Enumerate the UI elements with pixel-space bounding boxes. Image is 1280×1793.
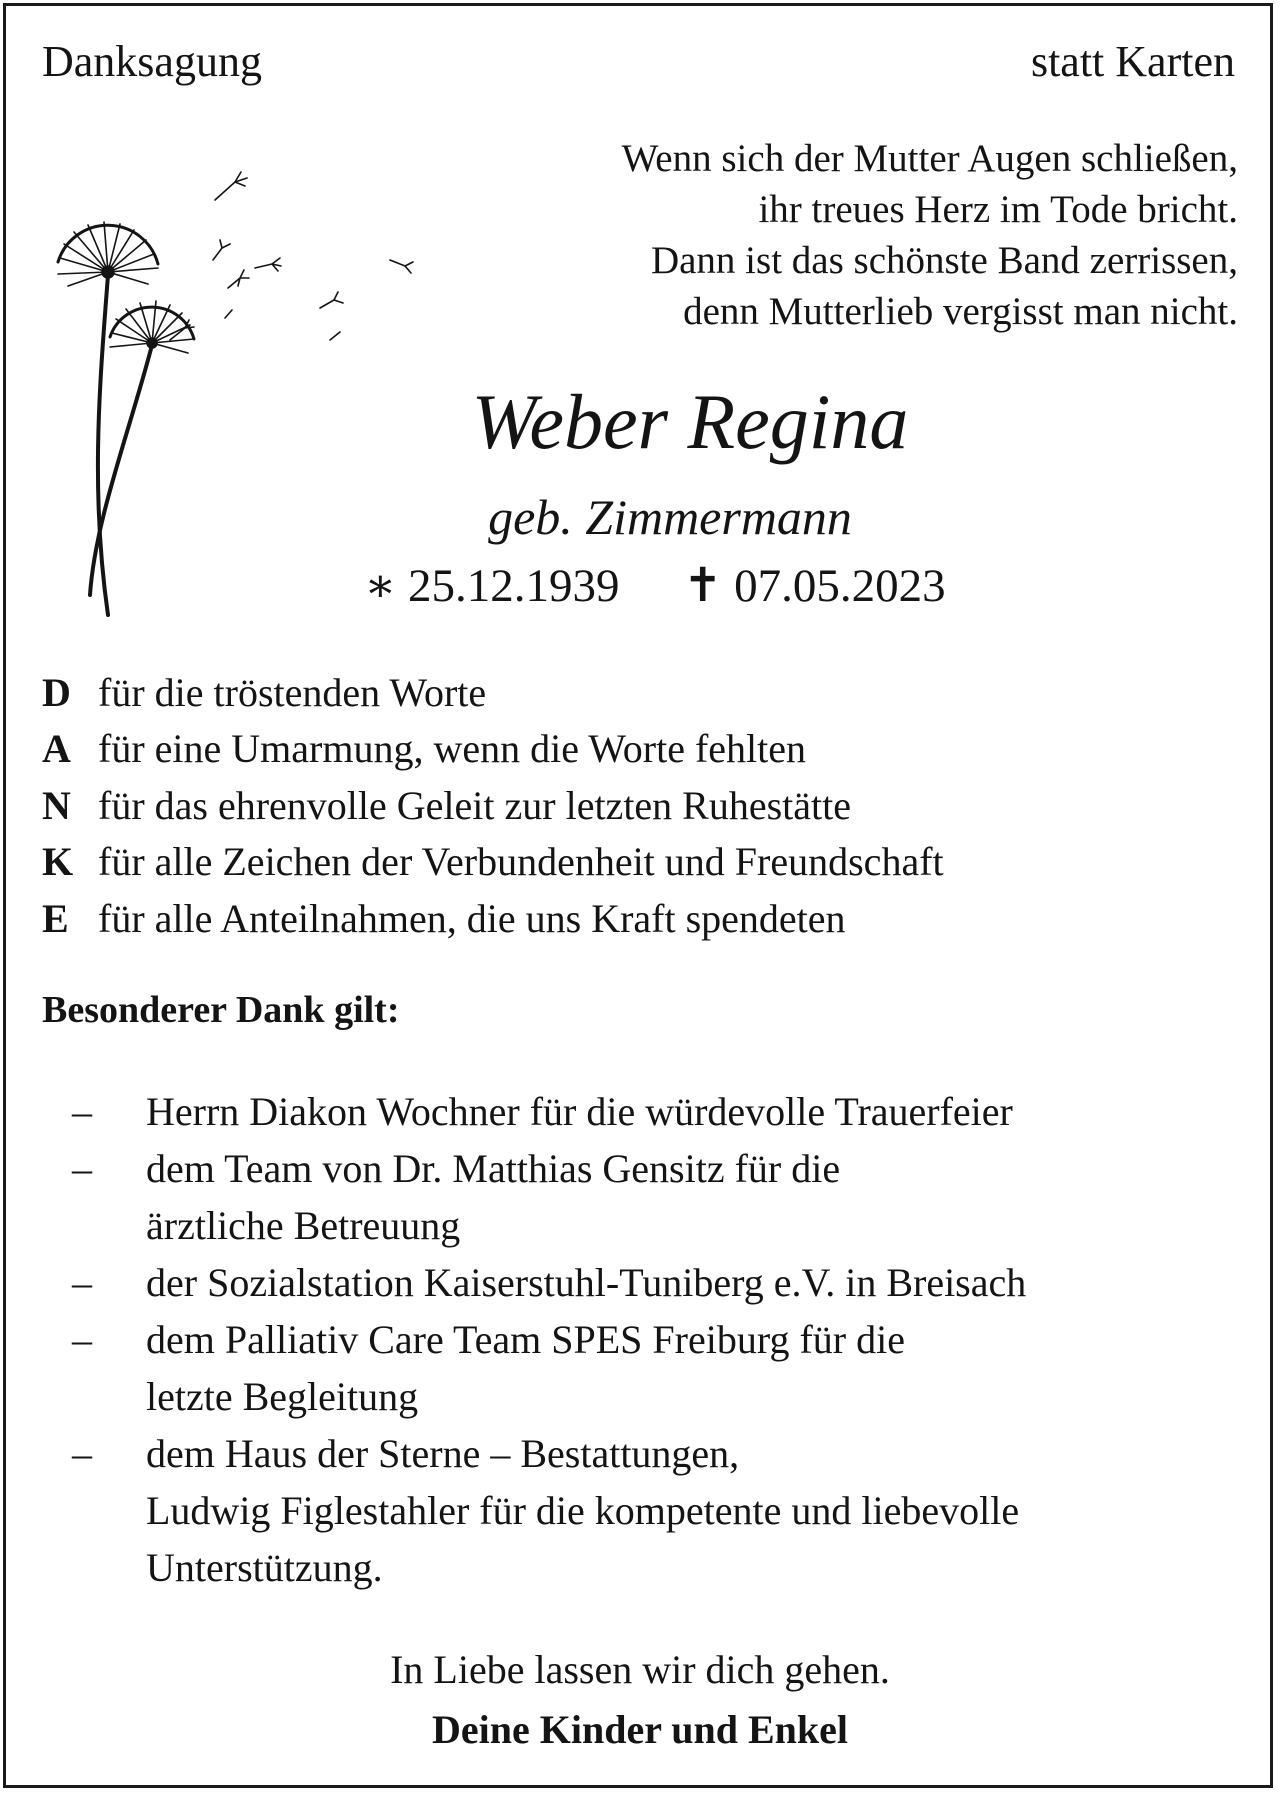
danke-letter: A (42, 726, 71, 772)
danke-row (42, 890, 944, 947)
birth-star-icon: ∗ (364, 560, 397, 612)
danke-text: für alle Anteilnahmen, die uns Kraft spendeten (98, 895, 846, 941)
deceased-name: Weber Regina (471, 378, 909, 465)
danke-text: für alle Zeichen der Verbundenheit und Freundschaft (98, 839, 944, 885)
header-note: statt Karten (1030, 37, 1235, 86)
list-item-line: Unterstützung. (146, 1545, 383, 1590)
poem-line: denn Mutterlieb vergisst man nicht. (683, 290, 1238, 333)
danke-text: für das ehrenvolle Geleit zur letzten Ruhestätte (98, 782, 852, 828)
danke-letter: N (42, 782, 71, 828)
closing-line: In Liebe lassen wir dich gehen. (390, 1647, 890, 1692)
list-dash: – (72, 1431, 92, 1476)
list-item-line: dem Team von Dr. Matthias Gensitz für die (146, 1146, 841, 1191)
list-item (72, 1311, 1252, 1425)
special-thanks-list (72, 1083, 1252, 1596)
danke-row (42, 777, 944, 834)
life-dates (0, 560, 1280, 612)
list-item-line: der Sozialstation Kaiserstuhl-Tuniberg e.V. in Breisach (146, 1260, 1027, 1305)
danke-row (42, 721, 944, 778)
poem-line: Dann ist das schönste Band zerrissen, (650, 239, 1238, 282)
danke-letter: K (42, 839, 74, 885)
list-item-line: letzte Begleitung (146, 1374, 419, 1419)
header-title: Danksagung (42, 37, 262, 86)
signature: Deine Kinder und Enkel (431, 1707, 849, 1752)
danke-row (42, 664, 944, 721)
danke-row (42, 834, 944, 891)
list-item (72, 1140, 1252, 1254)
list-item (72, 1254, 1252, 1311)
birth-date: 25.12.1939 (408, 560, 620, 612)
death-date: 07.05.2023 (734, 560, 946, 612)
list-dash: – (72, 1317, 92, 1362)
list-dash: – (72, 1260, 92, 1305)
danke-acrostic (42, 664, 944, 947)
closing (0, 1640, 1280, 1760)
list-item-line: ärztliche Betreuung (146, 1203, 461, 1248)
list-item (72, 1083, 1252, 1140)
list-dash: – (72, 1146, 92, 1191)
list-dash: – (72, 1089, 92, 1134)
list-item-line: Ludwig Figlestahler für die kompetente und liebevolle (146, 1488, 1020, 1533)
danke-text: für die tröstenden Worte (98, 669, 487, 715)
death-cross-icon: ✝ (683, 560, 723, 612)
list-item (72, 1425, 1252, 1596)
maiden-name: geb. Zimmermann (488, 489, 852, 545)
list-item-line: dem Haus der Sterne – Bestattungen, (146, 1431, 740, 1476)
special-thanks-heading: Besonderer Dank gilt: (42, 989, 400, 1031)
list-item-line: Herrn Diakon Wochner für die würdevolle Trauerfeier (146, 1089, 1013, 1134)
danke-letter: E (42, 895, 69, 941)
danke-text: für eine Umarmung, wenn die Worte fehlten (98, 726, 807, 772)
list-item-line: dem Palliativ Care Team SPES Freiburg für die (146, 1317, 905, 1362)
poem (622, 133, 1238, 337)
poem-line: ihr treues Herz im Tode bricht. (758, 188, 1238, 231)
poem-line: Wenn sich der Mutter Augen schließen, (621, 137, 1238, 180)
danke-letter: D (42, 669, 71, 715)
